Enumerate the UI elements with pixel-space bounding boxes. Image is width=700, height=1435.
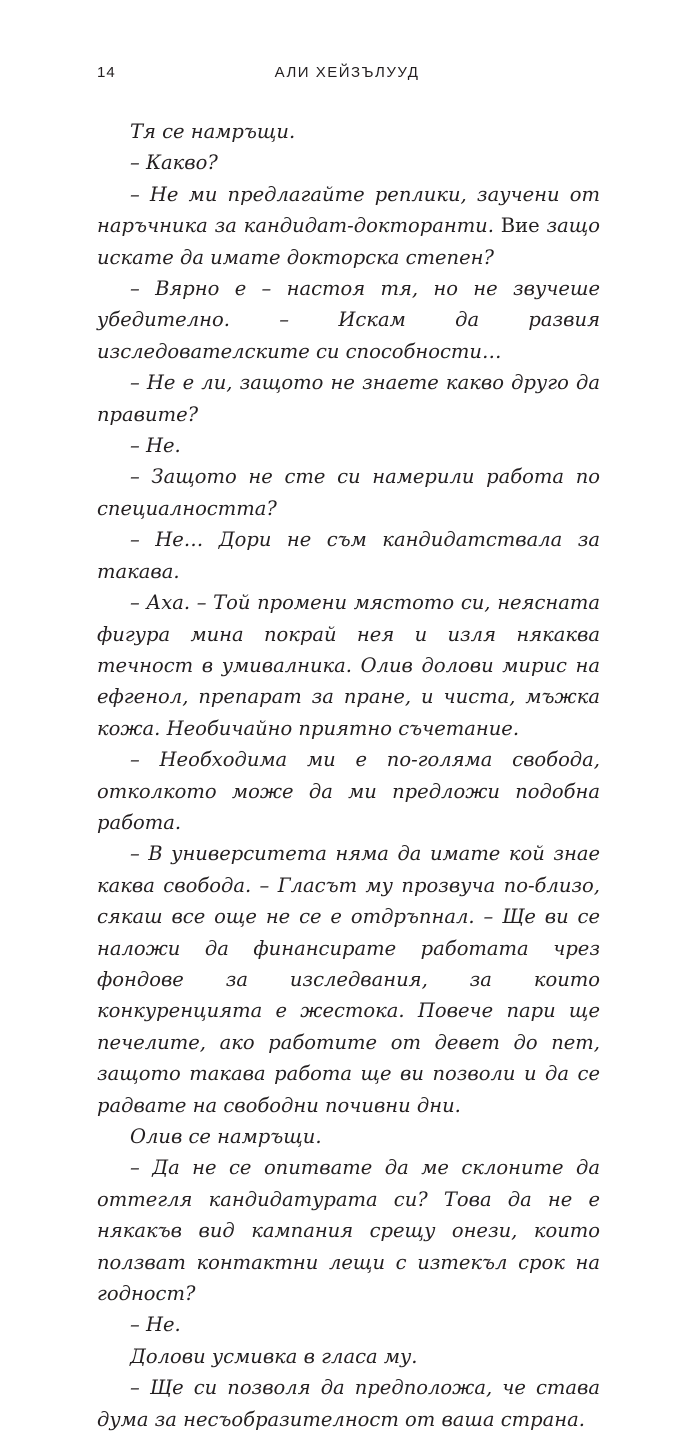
paragraph	[97, 179, 600, 273]
paragraph: – В университета няма да имате кой знае каква свобода. – Гласът му прозвуча по-близо, сякаш все още не се е отдръпнал. – Ще ви се наложи да финансирате работата чрез фондове за изследвания, за които конкуренцията е жестока. Повече пари ще печелите, ако работите от девет до пет, защото такава работа ще ви позволи и да се радвате на свободни почивни дни.	[97, 842, 600, 1117]
paragraph: – Защото не сте си намерили работа по специалността?	[97, 465, 600, 520]
paragraph: – Вярно е – настоя тя, но не звучеше убедително. – Искам да развия изследователските си способности…	[97, 277, 600, 363]
paragraph: Тя се намръщи.	[130, 120, 296, 143]
paragraph: – Необходима ми е по-голяма свобода, отколкото може да ми предложи подобна работа.	[97, 748, 600, 834]
running-head	[97, 64, 597, 88]
paragraph: – Аха. – Той промени мястото си, неясната фигура мина покрай нея и изля някаква течност в умивалника. Олив долови мирис на ефгенол, препарат за пране, и чиста, мъжка кожа. Необичайно приятно съчетание.	[97, 591, 600, 740]
running-title: АЛИ ХЕЙЗЪЛУУД	[274, 64, 420, 81]
paragraph-text: защо искате да имате докторска степен?	[97, 214, 601, 269]
paragraph: Олив се намръщи.	[130, 1125, 322, 1148]
paragraph: – Ще си позволя да предположа, че става дума за несъобразителност от ваша страна.	[97, 1376, 600, 1431]
paragraph: – Да не се опитвате да ме склоните да оттегля кандидатурата си? Това да не е някакъв вид кампания срещу онези, които ползват контактни лещи с изтекъл срок на годност?	[97, 1156, 600, 1306]
paragraph: – Не… Дори не съм кандидатствала за такава.	[97, 528, 600, 583]
page-number: 14	[97, 64, 116, 81]
paragraph: – Не.	[130, 434, 181, 458]
body-text	[97, 116, 600, 1435]
paragraph: Долови усмивка в гласа му.	[130, 1344, 418, 1368]
paragraph-text: – Не ми предлагайте реплики, заучени от наръчника за кандидат-докторанти.	[97, 182, 600, 238]
emphasis: Вие	[500, 214, 540, 238]
paragraph: – Не.	[130, 1313, 181, 1337]
paragraph: – Не е ли, защото не знаете какво друго да правите?	[97, 371, 600, 426]
paragraph: – Какво?	[130, 151, 218, 175]
